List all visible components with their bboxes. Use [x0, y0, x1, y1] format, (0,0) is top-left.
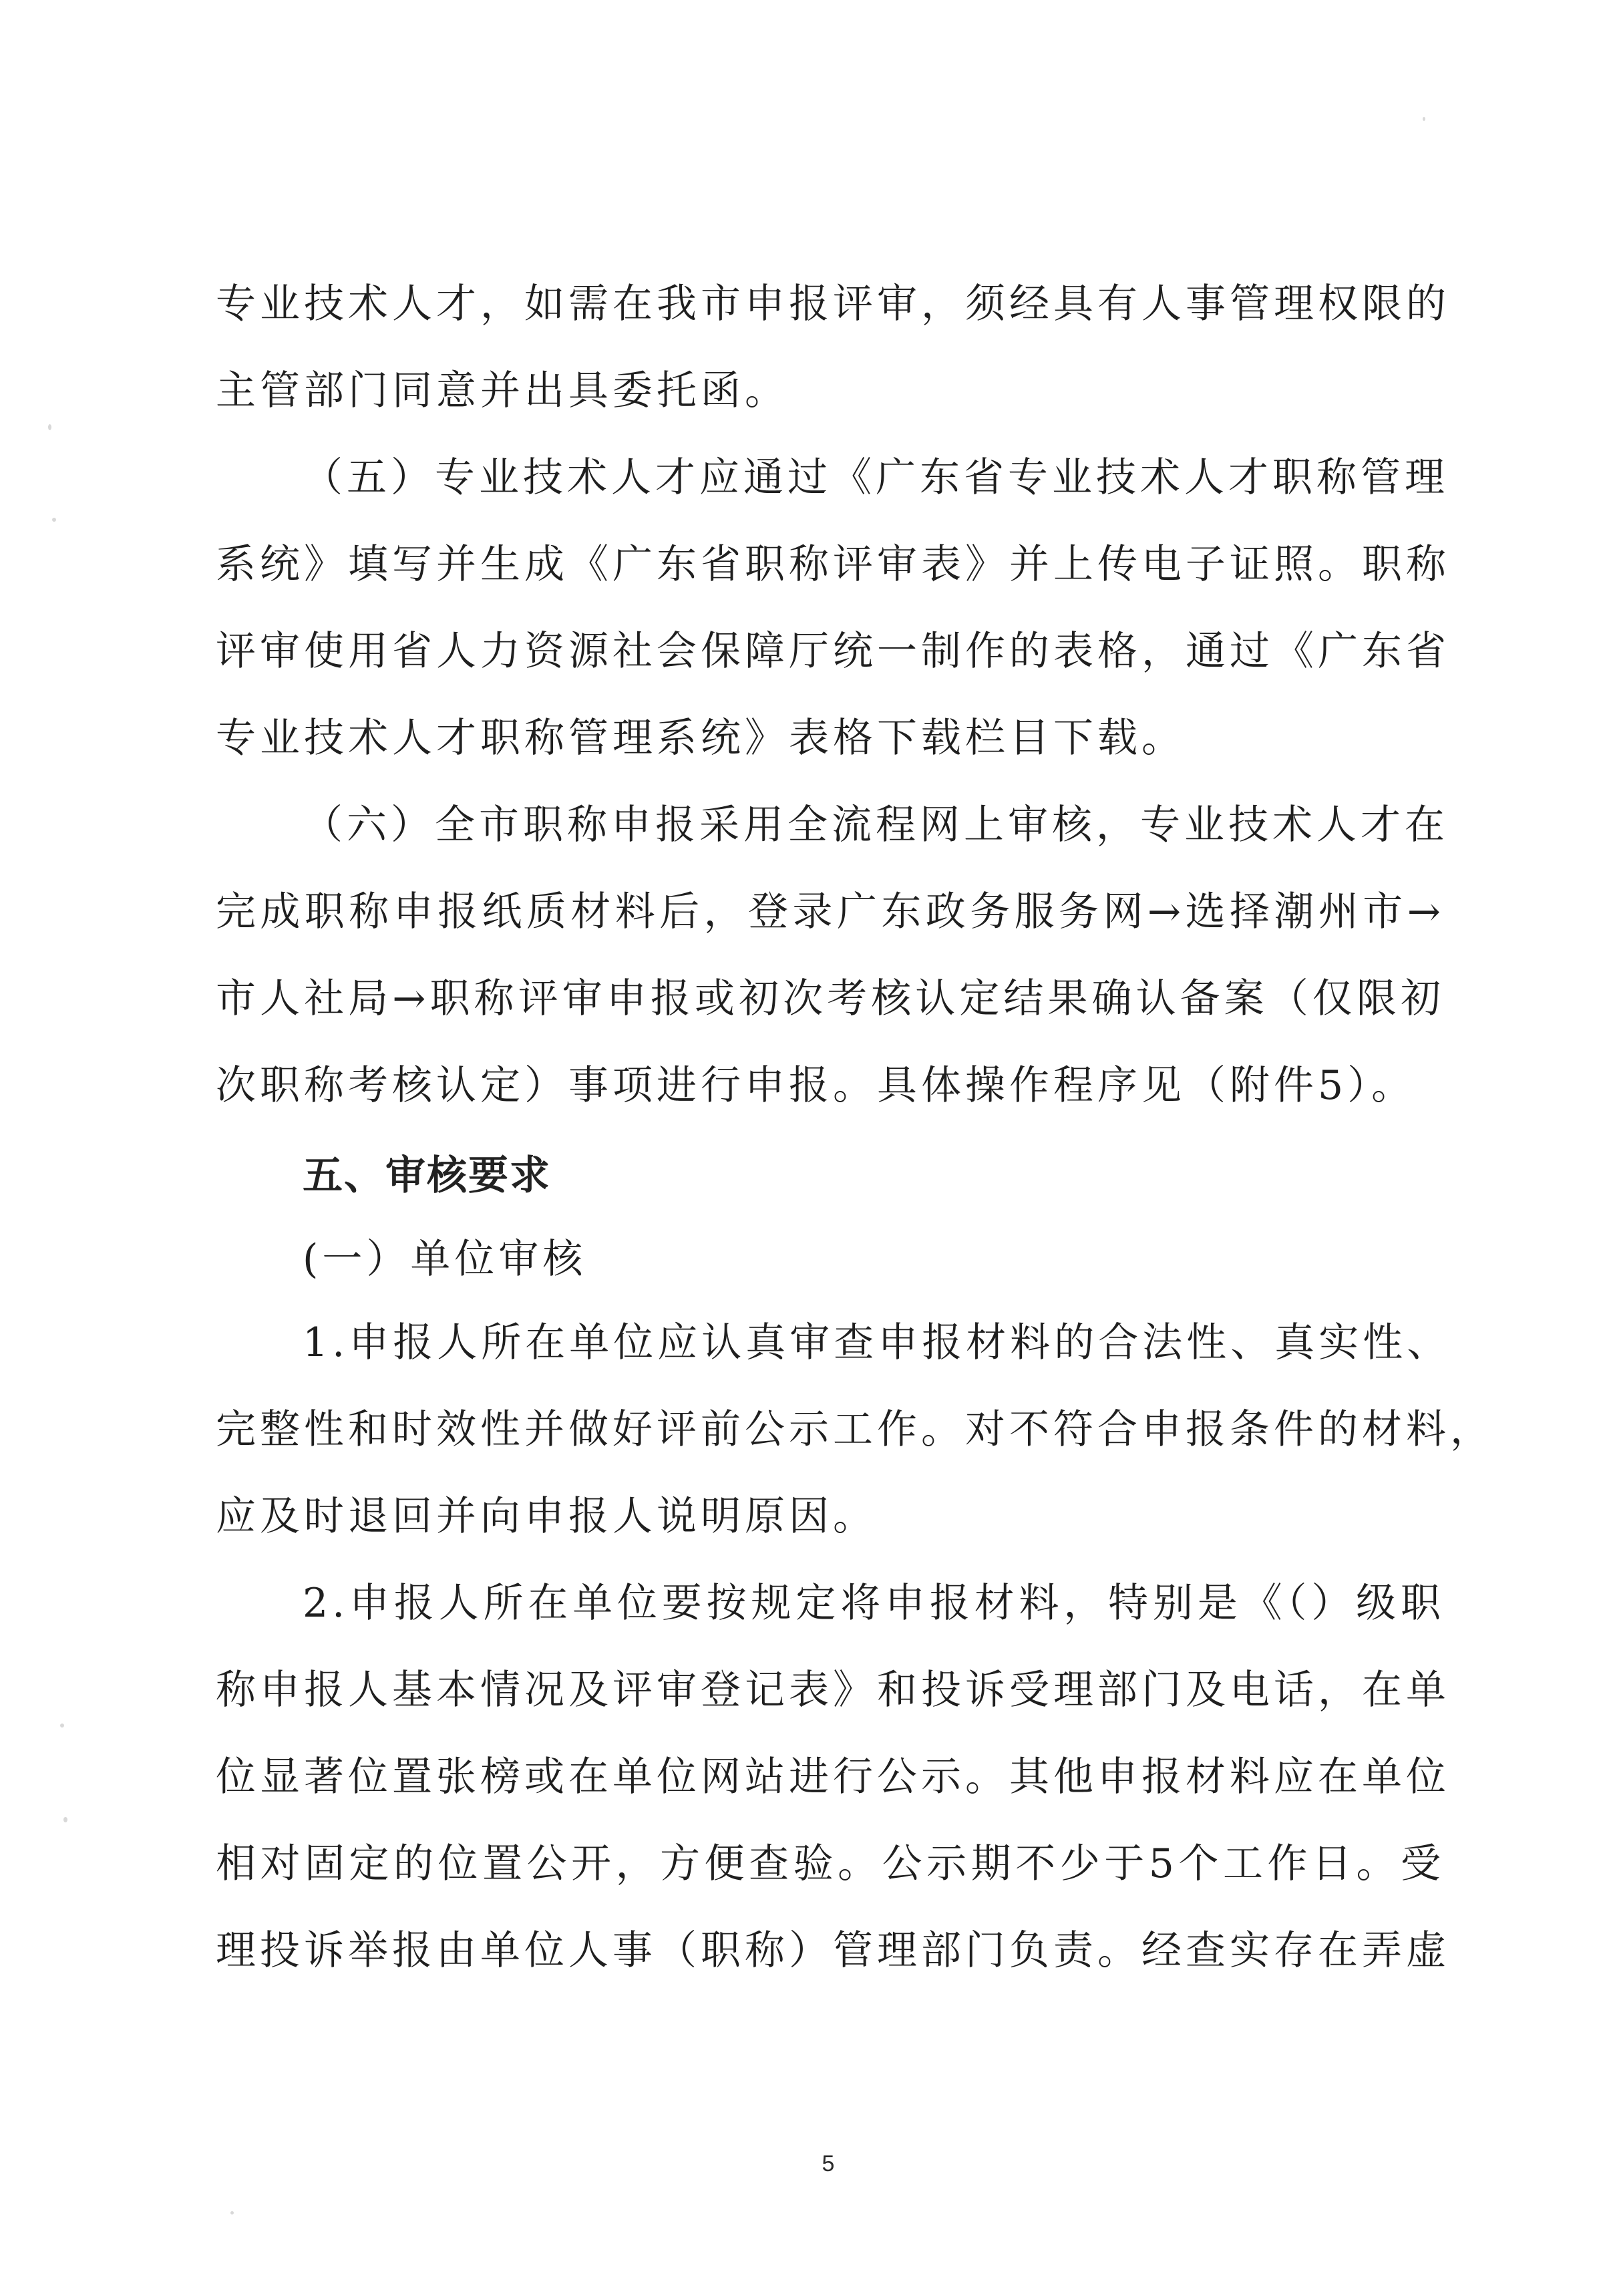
item-2-start: 2.申报人所在单位要按规定将申报材料，特别是《（）级职 — [303, 1580, 1445, 1627]
body-line: 理投诉举报由单位人事（职称）管理部门负责。经查实存在弄虚 — [216, 1927, 1450, 1974]
page-number: 5 — [822, 2151, 835, 2176]
body-line: 主管部门同意并出具委托函。 — [216, 367, 789, 414]
scan-speck — [52, 518, 56, 522]
scan-speck — [60, 1724, 64, 1728]
body-line: 完成职称申报纸质材料后，登录广东政务服务网→选择潮州市→ — [216, 888, 1445, 935]
scan-speck — [1423, 117, 1425, 121]
body-line: 专业技术人才职称管理系统》表格下载栏目下载。 — [216, 715, 1186, 762]
scan-speck — [230, 2211, 234, 2215]
body-line: 称申报人基本情况及评审登记表》和投诉受理部门及电话，在单 — [216, 1667, 1450, 1713]
item-1-start: 1.申报人所在单位应认真审查申报材料的合法性、真实性、 — [303, 1319, 1451, 1366]
body-line: 系统》填写并生成《广东省职称评审表》并上传电子证照。职称 — [216, 541, 1450, 588]
paragraph-6-start: （六）全市职称申报采用全流程网上审核，专业技术人才在 — [303, 802, 1449, 848]
body-line: 次职称考核认定）事项进行申报。具体操作程序见（附件5）。 — [216, 1062, 1416, 1109]
body-line: 相对固定的位置公开，方便查验。公示期不少于5个工作日。受 — [216, 1840, 1445, 1887]
body-line: 应及时退回并向申报人说明原因。 — [216, 1493, 877, 1540]
body-line: 完整性和时效性并做好评前公示工作。对不符合申报条件的材料， — [216, 1406, 1494, 1453]
subsection-heading: (一）单位审核 — [303, 1236, 587, 1283]
paragraph-5-start: （五）专业技术人才应通过《广东省专业技术人才职称管理 — [303, 454, 1449, 501]
scan-speck — [63, 1817, 67, 1822]
body-line: 市人社局→职称评审申报或初次考核认定结果确认备案（仅限初 — [216, 975, 1445, 1022]
body-line: 评审使用省人力资源社会保障厅统一制作的表格，通过《广东省 — [216, 628, 1450, 675]
section-heading: 五、审核要求 — [303, 1152, 551, 1199]
scan-speck — [48, 424, 51, 430]
body-line: 专业技术人才，如需在我市申报评审，须经具有人事管理权限的 — [216, 281, 1450, 327]
body-line: 位显著位置张榜或在单位网站进行公示。其他申报材料应在单位 — [216, 1754, 1450, 1800]
